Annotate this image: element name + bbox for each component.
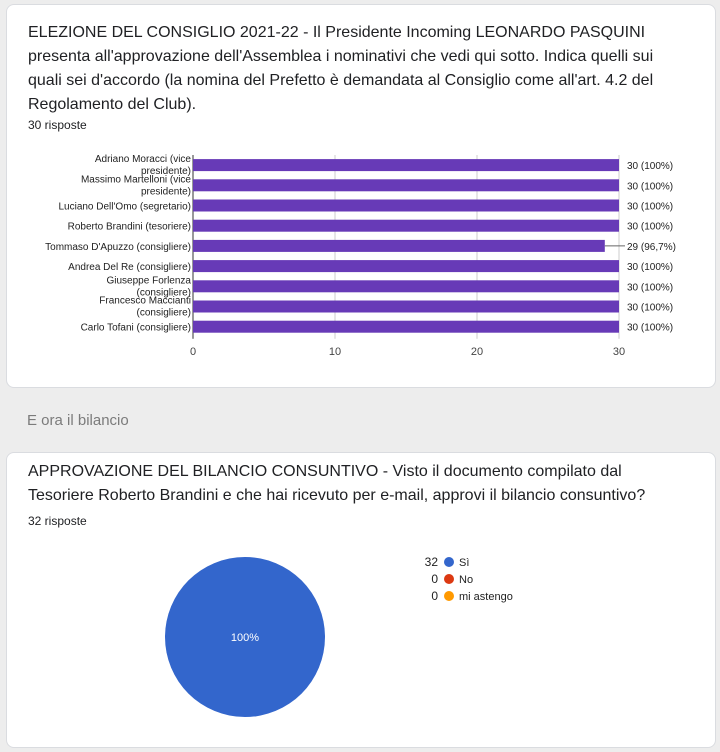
category-label: Adriano Moracci (vice	[94, 154, 191, 166]
bar	[193, 179, 619, 191]
x-tick-label: 10	[328, 345, 342, 358]
data-label: 30 (100%)	[627, 221, 674, 233]
data-label: 30 (100%)	[627, 282, 674, 294]
category-label: Luciano Dell'Omo (segretario)	[58, 201, 191, 213]
legend-swatch	[444, 574, 454, 584]
data-label: 30 (100%)	[627, 262, 674, 274]
legend-count: 0	[431, 572, 438, 586]
section-header	[6, 396, 716, 440]
bar	[193, 301, 619, 313]
data-label: 29 (96,7%)	[627, 241, 676, 253]
data-label: 30 (100%)	[627, 181, 674, 193]
category-label: presidente)	[140, 186, 191, 198]
category-label: Andrea Del Re (consigliere)	[68, 262, 191, 274]
x-tick-label: 30	[612, 345, 626, 358]
legend-label: Sì	[459, 557, 470, 569]
bar	[193, 240, 605, 252]
legend-label: No	[459, 574, 474, 586]
x-tick-label: 20	[470, 345, 484, 358]
question-title: APPROVAZIONE DEL BILANCIO CONSUNTIVO - Visto il documento compilato dal Tesoriere Roberto Brandini e che hai ricevuto per e-mail, approvi il bilancio consuntivo?	[28, 463, 646, 504]
x-tick-label: 0	[189, 345, 197, 358]
category-label: Massimo Martelloni (vice	[80, 174, 191, 186]
legend-label: mi astengo	[459, 591, 513, 603]
legend-count: 0	[431, 589, 438, 603]
legend-swatch	[444, 591, 454, 601]
category-label: presidente)	[140, 166, 191, 178]
data-label: 30 (100%)	[627, 322, 674, 334]
question-card-bilancio	[6, 452, 716, 748]
bar	[193, 321, 619, 333]
section-title: E ora il bilancio	[27, 412, 129, 429]
category-label: (consigliere)	[136, 287, 191, 299]
category-label: (consigliere)	[136, 307, 191, 319]
bar	[193, 200, 619, 212]
data-label: 30 (100%)	[627, 161, 674, 173]
data-label: 30 (100%)	[627, 201, 674, 213]
question-card-consiglio	[6, 4, 716, 388]
legend-swatch	[444, 557, 454, 567]
bar	[193, 260, 619, 272]
response-count: 32 risposte	[28, 514, 87, 528]
pie-slice-label: 100%	[230, 632, 260, 644]
bar	[193, 280, 619, 292]
legend-count: 32	[424, 555, 438, 569]
pie-chart	[7, 537, 707, 747]
category-label: Giuseppe Forlenza	[106, 275, 191, 287]
bar	[193, 220, 619, 232]
response-count: 30 risposte	[28, 118, 87, 132]
category-label: Carlo Tofani (consigliere)	[80, 322, 191, 334]
category-label: Tommaso D'Apuzzo (consigliere)	[45, 241, 191, 253]
category-label: Francesco Maccianti	[99, 295, 191, 307]
data-label: 30 (100%)	[627, 302, 674, 314]
bar	[193, 159, 619, 171]
bar-chart	[7, 151, 707, 377]
category-label: Roberto Brandini (tesoriere)	[67, 221, 191, 233]
question-title: ELEZIONE DEL CONSIGLIO 2021-22 - Il Presidente Incoming LEONARDO PASQUINI presenta all'approvazione dell'Assemblea i nominativi che vedi qui sotto. Indica quelli sui quali sei d'accordo (la nomina del Prefetto è demandata al Consiglio come all'art. 4.2 del Regolamento del Club).	[28, 24, 654, 113]
